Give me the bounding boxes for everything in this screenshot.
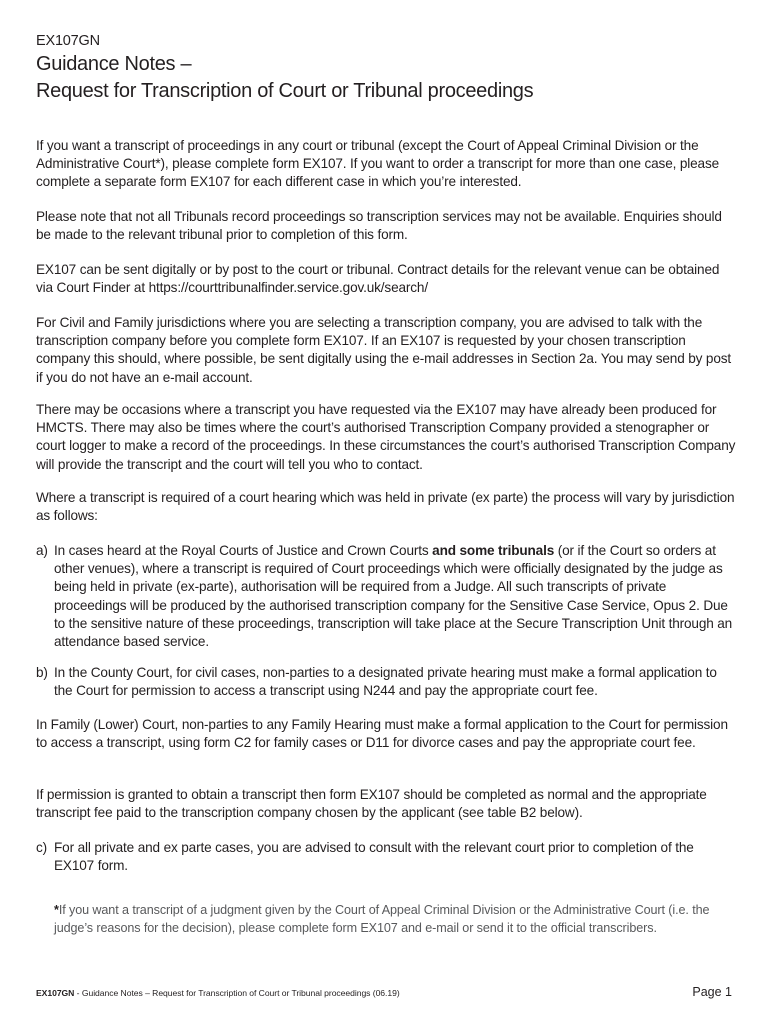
list-item-text: For all private and ex parte cases, you are advised to consult with the relevant court prior to completion of the EX107 form.	[54, 840, 694, 874]
list-marker: c)	[36, 840, 48, 855]
list-item-text: In cases heard at the Royal Courts of Justice and Crown Courts	[54, 543, 433, 558]
list-marker: a)	[36, 543, 48, 558]
page-footer	[36, 988, 400, 998]
page-title-line2: Request for Transcription of Court or Tribunal proceedings	[36, 80, 534, 102]
list-item-text: In the County Court, for civil cases, non-parties to a designated private hearing must make a formal application to the Court for permission to access a transcript using N244 and pay the appropriate court fee.	[54, 665, 717, 699]
existing-transcript-paragraph: There may be occasions where a transcript you have requested via the EX107 may have already been produced for HMCTS. There may also be times where the court’s authorised Transcription Company provided a stenographer or court logger to make a record of the proceedings. In these circumstances the court’s authorised Transcription Company will provide the transcript and the court will tell you who to contact.	[36, 402, 736, 472]
submission-paragraph: EX107 can be sent digitally or by post to the court or tribunal. Contract details for the relevant venue can be obtained via Court Finder at https://courttribunalfinder.service.gov.uk/search/	[36, 262, 720, 296]
page-number: Page 1	[692, 985, 732, 999]
footnote-marker: *	[54, 903, 59, 917]
list-item-b	[36, 664, 736, 700]
list-item-emphasis: and some tribunals	[432, 543, 555, 558]
permission-paragraph: If permission is granted to obtain a transcript then form EX107 should be completed as normal and the appropriate transcript fee paid to the transcription company chosen by the applicant (see table B2 below).	[36, 787, 707, 821]
page-title-line1: Guidance Notes –	[36, 53, 192, 75]
tribunal-note-paragraph: Please note that not all Tribunals record proceedings so transcription services may not be available. Enquiries should be made to the relevant tribunal prior to completion of this form.	[36, 209, 722, 243]
footer-code: EX107GN	[36, 988, 75, 998]
intro-paragraph: If you want a transcript of proceedings in any court or tribunal (except the Court of Appeal Criminal Division or the Administrative Court*), please complete form EX107. If you want to order a transcript for more than one case, please complete a separate form EX107 for each different case in which you’re interested.	[36, 138, 720, 190]
footnote	[54, 901, 714, 937]
list-item-a	[36, 542, 736, 651]
list-item-c	[36, 839, 736, 875]
form-code: EX107GN	[36, 33, 100, 49]
list-item-text: (or if the Court so orders at other venues), where a transcript is required of Court proceedings which were officially designated by the judge as being held in private (ex-parte), authorisation will be required from a Judge. All such transcripts of private proceedings will be produced by the authorised transcription company for the Sensitive Case Service, Opus 2. Due to the sensitive nature of these proceedings, transcription will take place at the Secure Transcription Unit through an attendance based service.	[54, 543, 733, 650]
footer-text: - Guidance Notes – Request for Transcription of Court or Tribunal proceedings (06.19)	[74, 988, 400, 998]
private-hearing-paragraph: Where a transcript is required of a court hearing which was held in private (ex parte) the process will vary by jurisdiction as follows:	[36, 490, 735, 524]
footnote-text: If you want a transcript of a judgment given by the Court of Appeal Criminal Division or the Administrative Court (i.e. the judge’s reasons for the decision), please complete form EX107 and e-mail or send it to the official transcribers.	[54, 903, 710, 935]
family-court-paragraph: In Family (Lower) Court, non-parties to any Family Hearing must make a formal application to the Court for permission to access a transcript, using form C2 for family cases or D11 for divorce cases and pay the appropriate court fee.	[36, 717, 728, 751]
list-marker: b)	[36, 665, 48, 680]
civil-family-paragraph: For Civil and Family jurisdictions where you are selecting a transcription company, you are advised to talk with the transcription company before you complete form EX107. If an EX107 is requested by your chosen transcription company this should, where possible, be sent digitally using the e-mail addresses in Section 2a. You may send by post if you do not have an e-mail account.	[36, 315, 732, 385]
